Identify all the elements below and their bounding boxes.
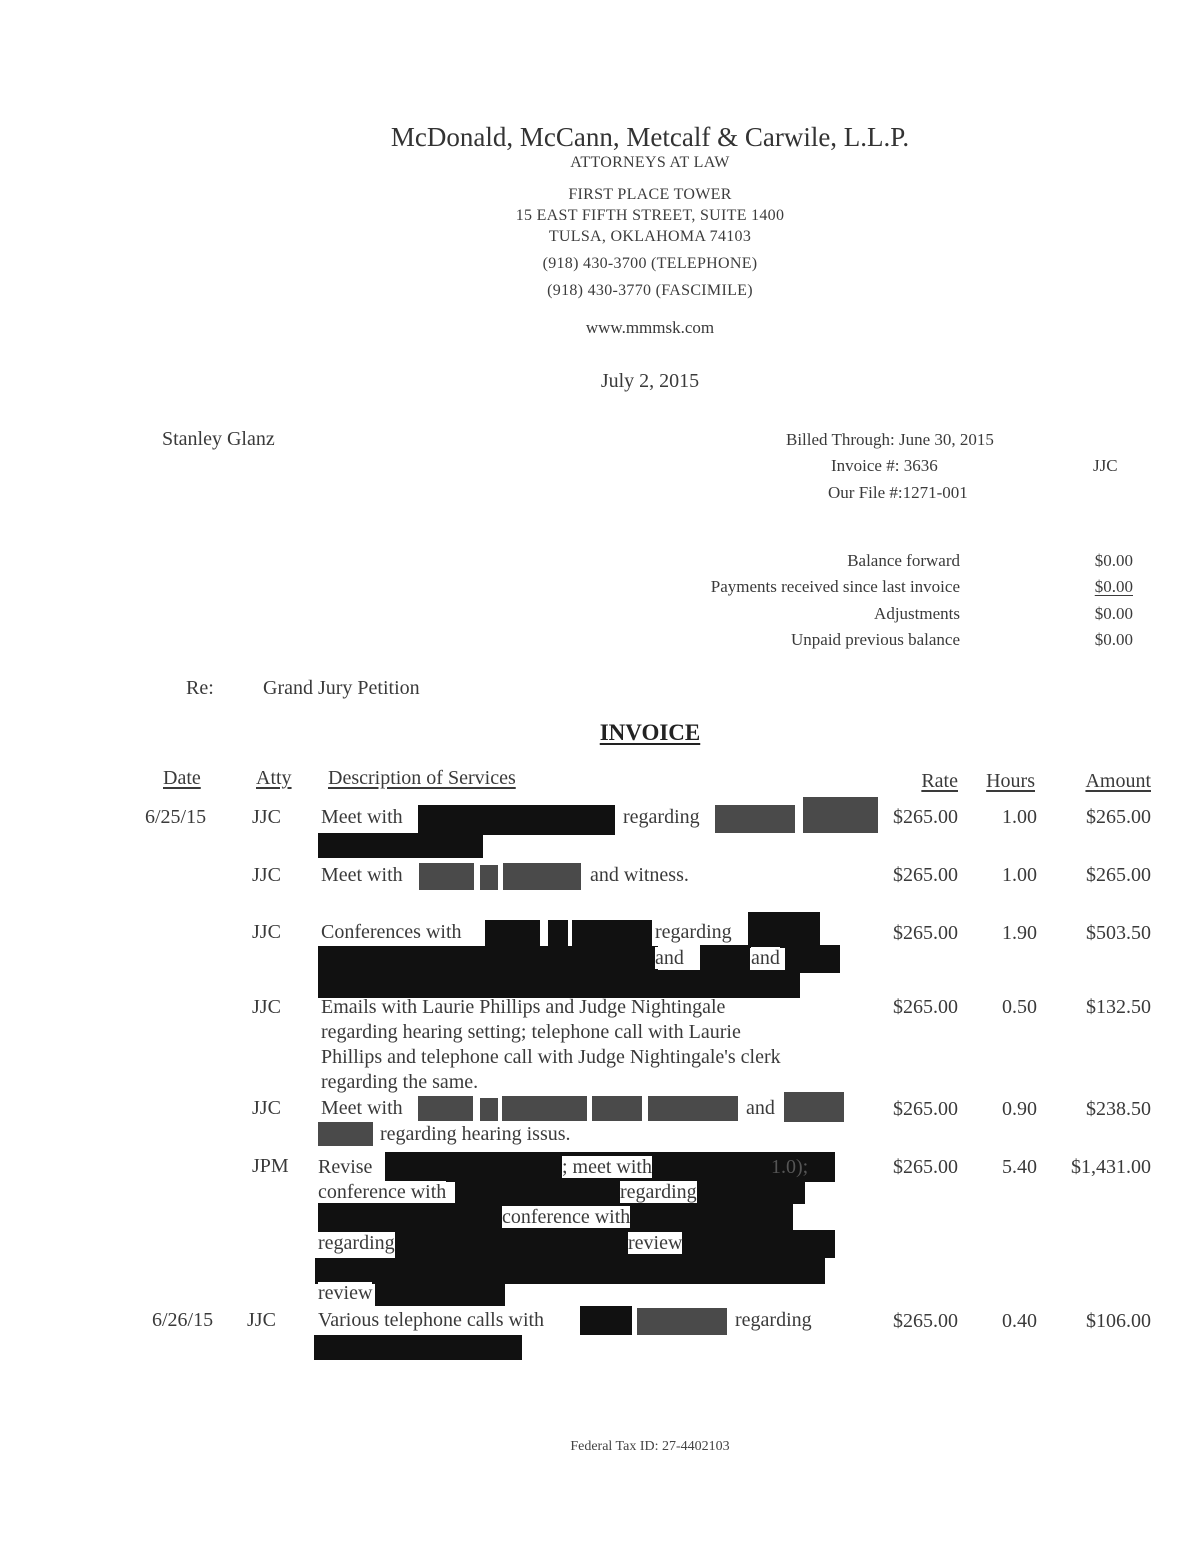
entry-amount: $265.00 bbox=[1086, 864, 1151, 886]
entry-hours: 1.00 bbox=[1002, 806, 1037, 828]
entry-date: 6/26/15 bbox=[152, 1309, 214, 1331]
entry-atty: JJC bbox=[252, 864, 281, 886]
entry-rate: $265.00 bbox=[893, 1156, 958, 1178]
website: www.mmmsk.com bbox=[585, 318, 715, 337]
redaction bbox=[503, 863, 581, 890]
redaction bbox=[480, 1098, 498, 1121]
entry-description: Meet with bbox=[321, 864, 403, 886]
redaction bbox=[418, 1096, 473, 1121]
col-rate: Rate bbox=[921, 770, 958, 792]
invoice-number: Invoice #: 3636 bbox=[831, 456, 938, 475]
address-line: 15 EAST FIFTH STREET, SUITE 1400 bbox=[515, 207, 785, 224]
entry-description: Revise bbox=[318, 1156, 373, 1178]
entry-hours: 1.00 bbox=[1002, 864, 1037, 886]
entry-hours: 5.40 bbox=[1002, 1156, 1037, 1178]
entry-description: regarding bbox=[655, 921, 732, 943]
fax: (918) 430-3770 (FASCIMILE) bbox=[547, 282, 753, 299]
letter-date: July 2, 2015 bbox=[600, 370, 700, 392]
entry-hours: 0.50 bbox=[1002, 996, 1037, 1018]
address-line: TULSA, OKLAHOMA 74103 bbox=[548, 228, 752, 245]
balance-value: $0.00 bbox=[1094, 551, 1133, 570]
col-date: Date bbox=[163, 767, 201, 789]
col-amount: Amount bbox=[1085, 770, 1151, 792]
entry-description: Phillips and telephone call with Judge Nightingale's clerk bbox=[321, 1046, 781, 1068]
address-line: FIRST PLACE TOWER bbox=[568, 186, 732, 203]
entry-description: review bbox=[628, 1232, 683, 1254]
entry-description: conference with bbox=[318, 1181, 447, 1203]
redaction bbox=[418, 805, 615, 835]
redaction bbox=[480, 865, 498, 890]
redaction bbox=[592, 1096, 642, 1121]
entry-rate: $265.00 bbox=[893, 996, 958, 1018]
balance-label: Adjustments bbox=[874, 604, 960, 623]
redaction bbox=[580, 1306, 632, 1335]
entry-description: regarding hearing setting; telephone call with Laurie bbox=[321, 1021, 741, 1043]
entry-description: and witness. bbox=[590, 864, 689, 886]
redaction bbox=[419, 863, 474, 890]
entry-date: 6/25/15 bbox=[145, 806, 207, 828]
federal-tax-id: Federal Tax ID: 27-4402103 bbox=[570, 1439, 730, 1454]
entry-amount: $106.00 bbox=[1086, 1310, 1151, 1332]
redaction bbox=[548, 920, 568, 950]
entry-rate: $265.00 bbox=[893, 1098, 958, 1120]
entry-amount: $503.50 bbox=[1086, 922, 1151, 944]
redaction bbox=[648, 1096, 738, 1121]
re-subject: Grand Jury Petition bbox=[263, 677, 420, 699]
entry-rate: $265.00 bbox=[893, 922, 958, 944]
entry-description: 1.0); bbox=[771, 1156, 809, 1178]
redaction bbox=[640, 970, 800, 998]
redaction bbox=[748, 912, 820, 948]
entry-description: Various telephone calls with bbox=[318, 1309, 545, 1331]
telephone: (918) 430-3700 (TELEPHONE) bbox=[542, 255, 758, 272]
col-hours: Hours bbox=[986, 770, 1035, 792]
entry-description: regarding bbox=[735, 1309, 812, 1331]
redaction bbox=[572, 920, 652, 950]
col-atty: Atty bbox=[256, 767, 292, 789]
entry-description: and bbox=[746, 1097, 775, 1119]
entry-hours: 0.90 bbox=[1002, 1098, 1037, 1120]
balance-value: $0.00 bbox=[1094, 577, 1133, 596]
entry-hours: 1.90 bbox=[1002, 922, 1037, 944]
file-number: Our File #:1271-001 bbox=[828, 483, 968, 502]
entry-description: Emails with Laurie Phillips and Judge Nightingale bbox=[321, 996, 726, 1018]
entry-description: and bbox=[751, 947, 780, 969]
balance-value: $0.00 bbox=[1094, 630, 1133, 649]
entry-amount: $238.50 bbox=[1086, 1098, 1151, 1120]
re-label: Re: bbox=[186, 677, 214, 699]
entry-description: conference with bbox=[502, 1206, 631, 1228]
entry-description: Meet with bbox=[321, 1097, 403, 1119]
entry-atty: JPM bbox=[252, 1155, 289, 1177]
entry-hours: 0.40 bbox=[1002, 1310, 1037, 1332]
redaction bbox=[715, 805, 795, 833]
entry-atty: JJC bbox=[252, 806, 281, 828]
col-description: Description of Services bbox=[328, 767, 516, 789]
redaction bbox=[785, 945, 840, 973]
entry-atty: JJC bbox=[252, 996, 281, 1018]
entry-description: regarding the same. bbox=[321, 1071, 479, 1093]
entry-amount: $265.00 bbox=[1086, 806, 1151, 828]
entry-description: regarding bbox=[620, 1181, 697, 1203]
entry-rate: $265.00 bbox=[893, 1310, 958, 1332]
redaction bbox=[637, 1308, 727, 1335]
redaction bbox=[318, 946, 658, 998]
firm-name: McDonald, McCann, Metcalf & Carwile, L.L.P. bbox=[390, 122, 910, 152]
redaction bbox=[502, 1096, 587, 1121]
billed-through: Billed Through: June 30, 2015 bbox=[786, 430, 994, 449]
entry-description: regarding bbox=[318, 1232, 395, 1254]
entry-description: and bbox=[655, 947, 684, 969]
redaction bbox=[318, 1122, 373, 1146]
entry-atty: JJC bbox=[252, 921, 281, 943]
redaction bbox=[315, 1258, 825, 1284]
entry-description: regarding hearing issus. bbox=[380, 1123, 571, 1145]
billing-attorney: JJC bbox=[1093, 456, 1118, 475]
redaction bbox=[395, 1230, 835, 1258]
entry-description: ; meet with bbox=[562, 1156, 652, 1178]
redaction bbox=[318, 833, 483, 858]
entry-amount: $1,431.00 bbox=[1071, 1156, 1151, 1178]
entry-description: Conferences with bbox=[321, 921, 462, 943]
firm-subtitle: ATTORNEYS AT LAW bbox=[570, 154, 730, 171]
balance-label: Unpaid previous balance bbox=[791, 630, 960, 649]
entry-atty: JJC bbox=[252, 1097, 281, 1119]
entry-rate: $265.00 bbox=[893, 864, 958, 886]
entry-description: Meet with bbox=[321, 806, 403, 828]
client-name: Stanley Glanz bbox=[162, 428, 275, 450]
redaction bbox=[375, 1282, 505, 1306]
redaction bbox=[314, 1335, 522, 1360]
redaction bbox=[700, 945, 750, 973]
entry-rate: $265.00 bbox=[893, 806, 958, 828]
balance-label: Balance forward bbox=[847, 551, 960, 570]
entry-description: regarding bbox=[623, 806, 700, 828]
entry-description: review bbox=[318, 1282, 373, 1304]
redaction bbox=[485, 920, 540, 950]
entry-atty: JJC bbox=[247, 1309, 276, 1331]
balance-value: $0.00 bbox=[1094, 604, 1133, 623]
invoice-title: INVOICE bbox=[599, 720, 701, 745]
balance-label: Payments received since last invoice bbox=[710, 577, 960, 596]
entry-amount: $132.50 bbox=[1086, 996, 1151, 1018]
